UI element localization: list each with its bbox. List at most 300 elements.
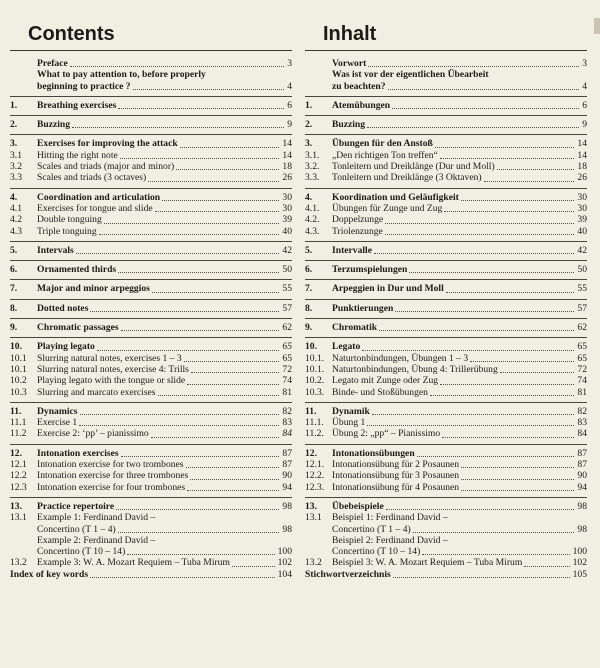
entry-number: 3.1 [10,149,22,161]
entry-number: 11. [10,405,22,417]
entry-page-number: 87 [577,459,587,471]
entry-title: Naturtonbindungen, Übungen 1 – 3 [332,352,469,364]
entry-number: 12. [10,447,22,459]
leader-dots [191,371,280,373]
leader-dots [120,157,280,159]
contents-column-german [305,0,587,580]
toc-entry [10,406,292,417]
toc-entry [10,214,292,225]
entry-page-number: 83 [577,417,587,429]
toc-section [305,279,587,294]
entry-number: 7. [10,283,18,295]
entry-title: Slurring natural notes, exercises 1 – 3 [37,352,182,364]
leader-dots [461,466,574,468]
leader-dots [148,180,279,182]
entry-title: Beispiel 3: W. A. Mozart Requiem – Tuba Mirum [332,557,523,569]
toc-entry [305,138,587,149]
leader-dots [76,252,280,254]
leader-dots [442,436,574,438]
toc-section [305,299,587,314]
toc-section [10,260,292,275]
entry-number: 12.3 [10,481,27,493]
entry-title: Vorwort [332,58,367,69]
leader-dots [386,508,575,510]
entry-title: Übungen für den Anstoß [332,138,433,150]
entry-number: 11.2. [305,428,324,440]
toc-section [305,402,587,440]
leader-dots [99,233,280,235]
entry-page-number: 42 [577,244,587,256]
toc-section [10,444,292,493]
entry-title: Index of key words [10,568,89,580]
leader-dots [388,88,580,90]
toc-section [305,337,587,397]
entry-number: 13.1 [10,512,27,524]
entry-title: Koordination und Geläufigkeit [332,191,459,203]
entry-title: Ornamented thirds [37,264,117,276]
entry-page-number: 14 [282,149,292,161]
entry-number: 10.3. [305,386,325,398]
entry-number: 11.2 [10,428,27,440]
entry-page-number: 100 [572,546,587,558]
leader-dots [417,455,575,457]
toc-entry [10,482,292,493]
entry-title: Intonation exercises [37,447,119,459]
entry-page-number: 82 [282,405,292,417]
toc-section [10,318,292,333]
entry-page-number: 6 [287,99,292,111]
toc-section [10,241,292,256]
toc-entry [10,81,292,92]
leader-dots [208,78,289,79]
entry-number: 10.1. [305,352,325,364]
toc-entry [305,557,587,568]
entry-number: 13.1 [305,512,322,524]
entry-number: 3.2. [305,161,320,173]
entry-number: 1. [305,99,313,111]
toc-entry [305,501,587,512]
entry-title: Double tonguing [37,214,102,226]
leader-dots [116,508,279,510]
entry-title: Buzzing [332,119,366,131]
entry-page-number: 105 [572,568,587,580]
toc-section [10,299,292,314]
entry-page-number: 4 [287,80,292,92]
toc-entry [305,69,587,80]
entry-page-number: 72 [577,363,587,375]
toc-entry [305,226,587,237]
leader-dots [500,371,575,373]
entry-page-number: 90 [282,470,292,482]
leader-dots [461,478,574,480]
entry-title: Terzumspielungen [332,264,408,276]
toc-entry [305,512,587,523]
entry-number: 10. [10,341,22,353]
title-divider [10,50,292,51]
entry-title: Intonation exercise for four trombones [37,481,186,493]
toc-entry [10,69,292,80]
entry-number: 1. [10,99,18,111]
entry-page-number: 72 [282,363,292,375]
leader-dots [72,126,284,128]
leader-dots [367,424,574,426]
leader-dots [491,78,584,79]
leader-dots [470,360,574,362]
entry-page-number: 3 [582,58,587,69]
entry-title: beginning to practice ? [37,80,131,92]
entry-page-number: 87 [282,447,292,459]
entry-title: Übebeispiele [332,500,384,512]
toc-section [10,134,292,183]
leader-dots [392,107,579,109]
entry-page-number: 9 [582,119,587,131]
leader-dots [133,88,285,90]
toc-entry [305,341,587,352]
entry-number: 12.2. [305,470,325,482]
toc-entry [10,353,292,364]
entry-number: 10.2 [10,375,27,387]
entry-page-number: 84 [282,428,292,440]
toc-entry [10,387,292,398]
entry-title: Tonleitern und Dreiklänge (3 Oktaven) [332,172,482,184]
leader-dots [422,553,569,555]
leader-dots [367,126,579,128]
entry-page-number: 57 [282,302,292,314]
toc-list [305,58,587,580]
toc-entry [305,406,587,417]
inhalt-title: Inhalt [323,23,377,45]
entry-number: 7. [305,283,313,295]
entry-number: 10.2. [305,375,325,387]
entry-title: Major and minor arpeggios [37,283,150,295]
entry-title: Triple tonguing [37,225,97,237]
leader-dots [155,210,280,212]
toc-section [10,188,292,237]
toc-entry [10,546,292,557]
entry-title: Legato mit Zunge oder Zug [332,375,439,387]
toc-entry [305,387,587,398]
toc-section [305,188,587,237]
entry-number: 13.2 [305,557,322,569]
toc-entry [305,459,587,470]
entry-page-number: 102 [277,557,292,569]
toc-entry [305,353,587,364]
entry-title: Exercises for tongue and slide [37,202,153,214]
toc-entry [10,138,292,149]
entry-page-number: 57 [577,302,587,314]
entry-page-number: 3 [287,58,292,69]
entry-title: Intonation exercise for two trombones [37,459,184,471]
toc-entry [10,341,292,352]
leader-dots [70,65,284,67]
entry-page-number: 40 [577,225,587,237]
entry-page-number: 65 [577,352,587,364]
toc-entry [305,150,587,161]
toc-entry [305,283,587,294]
leader-dots [362,349,574,351]
toc-entry [10,375,292,386]
entry-title: Dynamics [37,405,78,417]
entry-number: 10.1 [10,363,27,375]
entry-title: Übung 1 [332,417,366,429]
entry-number: 2. [10,119,18,131]
entry-title: Slurring natural notes, exercise 4: Trills [37,363,189,375]
leader-dots [461,199,575,201]
entry-page-number: 30 [282,202,292,214]
entry-number: 3.3. [305,172,320,184]
entry-title: What to pay attention to, before properly [37,69,206,81]
entry-number: 12.1. [305,459,325,471]
entry-number: 10.1. [305,363,325,375]
entry-title: Tonleitern und Dreiklänge (Dur und Moll) [332,161,495,173]
entry-title: Übungen für Zunge und Zug [332,202,443,214]
entry-page-number: 104 [277,568,292,580]
leader-dots [121,455,280,457]
entry-number: 13. [10,500,22,512]
leader-dots [127,553,274,555]
entry-title: Coordination and articulation [37,191,161,203]
toc-section [305,444,587,493]
leader-dots [446,291,575,293]
toc-entry [305,303,587,314]
leader-dots [162,199,279,201]
entry-number: 4.3 [10,225,22,237]
toc-entry [10,569,292,580]
leader-dots [187,489,279,491]
entry-page-number: 74 [282,375,292,387]
entry-page-number: 14 [282,138,292,150]
toc-entry [10,100,292,111]
entry-title: Arpeggien in Dur und Moll [332,283,444,295]
toc-entry [10,150,292,161]
entry-page-number: 18 [282,161,292,173]
entry-title: Concertino (T 10 – 14) [332,546,421,558]
entry-number: 6. [305,264,313,276]
leader-dots [379,329,574,331]
entry-number: 9. [10,322,18,334]
entry-number: 11.1 [10,417,27,429]
entry-number: 11.1. [305,417,324,429]
entry-title: Intervals [37,244,74,256]
leader-dots [79,424,279,426]
toc-entry [10,448,292,459]
leader-dots [232,565,275,567]
leader-dots [395,310,574,312]
leader-dots [118,271,279,273]
entry-title: Hitting the right note [37,149,118,161]
toc-entry [305,81,587,92]
contents-column-english [10,0,292,580]
entry-title: Legato [332,341,361,353]
entry-page-number: 82 [577,405,587,417]
leader-dots [374,252,574,254]
toc-entry [305,482,587,493]
toc-section [305,134,587,183]
entry-title: Intonationsübungen [332,447,415,459]
toc-entry [10,524,292,535]
entry-title: Concertino (T 1 – 4) [332,523,411,535]
leader-dots [184,360,280,362]
toc-entry [10,283,292,294]
entry-title: Beispiel 1: Ferdinand David – [332,512,448,524]
entry-title: Chromatic passages [37,322,119,334]
toc-entry [305,470,587,481]
entry-page-number: 100 [277,546,292,558]
entry-page-number: 62 [282,322,292,334]
entry-number: 4.3. [305,225,320,237]
entry-page-number: 40 [282,225,292,237]
entry-title: Preface [37,58,68,69]
entry-title: Concertino (T 1 – 4) [37,523,116,535]
entry-number: 9. [305,322,313,334]
entry-number: 3.2 [10,161,22,173]
entry-number: 12.3. [305,481,325,493]
toc-entry [10,322,292,333]
title-divider [305,50,587,51]
entry-number: 13.2 [10,557,27,569]
toc-entry [305,214,587,225]
entry-number: 6. [10,264,18,276]
entry-title: Example 1: Ferdinand David – [37,512,156,524]
toc-entry [305,569,587,580]
leader-dots [176,168,279,170]
entry-page-number: 90 [577,470,587,482]
leader-dots [440,383,574,385]
leader-dots [158,394,280,396]
entry-title: Exercise 2: ‘pp’ – pianissimo [37,428,149,440]
toc-section [305,260,587,275]
toc-section [10,96,292,111]
toc-entry [305,322,587,333]
entry-page-number: 83 [282,417,292,429]
toc-section [10,115,292,130]
entry-title: Example 2: Ferdinand David – [37,534,156,546]
toc-entry [10,264,292,275]
entry-title: Intonationsübung für 2 Posaunen [332,459,460,471]
entry-title: Was ist vor der eigentlichen Übearbeit [332,69,489,81]
toc-entry [10,245,292,256]
entry-page-number: 84 [577,428,587,440]
entry-title: Triolenzunge [332,225,383,237]
leader-dots [368,65,579,67]
entry-title: Playing legato [37,341,95,353]
entry-page-number: 18 [577,161,587,173]
toc-entry [10,364,292,375]
leader-dots [90,576,275,578]
entry-number: 12.1 [10,459,27,471]
leader-dots [104,222,280,224]
toc-entry [305,448,587,459]
entry-page-number: 65 [577,341,587,353]
entry-page-number: 30 [577,202,587,214]
toc-entry [10,501,292,512]
entry-number: 10.1 [10,352,27,364]
toc-section [10,337,292,397]
toc-entry [10,203,292,214]
entry-title: zu beachten? [332,80,386,92]
entry-page-number: 50 [282,264,292,276]
entry-page-number: 98 [282,500,292,512]
entry-number: 2. [305,119,313,131]
toc-entry [10,226,292,237]
entry-title: Chromatik [332,322,378,334]
toc-section [10,279,292,294]
toc-entry [10,58,292,69]
entry-page-number: 87 [577,447,587,459]
entry-number: 4.1. [305,202,320,214]
entry-page-number: 94 [577,481,587,493]
entry-page-number: 81 [282,386,292,398]
entry-title: Naturtonbindungen, Übung 4: Trillerübung [332,363,498,375]
toc-entry [305,203,587,214]
entry-page-number: 30 [577,191,587,203]
toc-entry [305,364,587,375]
entry-page-number: 39 [577,214,587,226]
entry-title: Dynamik [332,405,370,417]
entry-title: Beispiel 2: Ferdinand David – [332,534,448,546]
leader-dots [186,466,280,468]
toc-entry [305,58,587,69]
entry-title: Slurring and marcato exercises [37,386,156,398]
toc-entry [10,172,292,183]
toc-entry [305,428,587,439]
toc-entry [305,119,587,130]
entry-number: 3.1. [305,149,320,161]
toc-list [10,58,292,580]
entry-page-number: 98 [577,523,587,535]
entry-page-number: 4 [582,80,587,92]
entry-number: 3.3 [10,172,22,184]
entry-number: 11. [305,405,317,417]
toc-section [305,115,587,130]
toc-entry [305,245,587,256]
toc-entry [10,512,292,523]
entry-page-number: 14 [577,138,587,150]
entry-number: 8. [305,302,313,314]
entry-number: 4.2 [10,214,22,226]
page-edge-tab [594,18,600,34]
entry-page-number: 50 [577,264,587,276]
entry-title: Übung 2: „pp“ – Pianissimo [332,428,441,440]
toc-entry [10,119,292,130]
entry-title: Doppelzunge [332,214,384,226]
toc-entry [10,192,292,203]
toc-entry [305,172,587,183]
entry-number: 3. [10,138,18,150]
toc-entry [10,161,292,172]
entry-title: Concertino (T 10 – 14) [37,546,126,558]
leader-dots [80,413,280,415]
entry-page-number: 98 [577,500,587,512]
leader-dots [497,168,575,170]
entry-number: 4.1 [10,202,22,214]
leader-dots [524,565,569,567]
entry-title: Example 3: W. A. Mozart Requiem – Tuba Mirum [37,557,230,569]
entry-page-number: 55 [282,283,292,295]
leader-dots [180,146,280,148]
entry-page-number: 81 [577,386,587,398]
leader-dots [151,436,280,438]
entry-page-number: 65 [282,341,292,353]
entry-page-number: 55 [577,283,587,295]
toc-entry [305,417,587,428]
leader-dots [385,233,575,235]
leader-dots [372,413,575,415]
entry-title: Stichwortverzeichnis [305,568,391,580]
entry-page-number: 62 [577,322,587,334]
toc-section [305,58,587,92]
entry-page-number: 87 [282,459,292,471]
